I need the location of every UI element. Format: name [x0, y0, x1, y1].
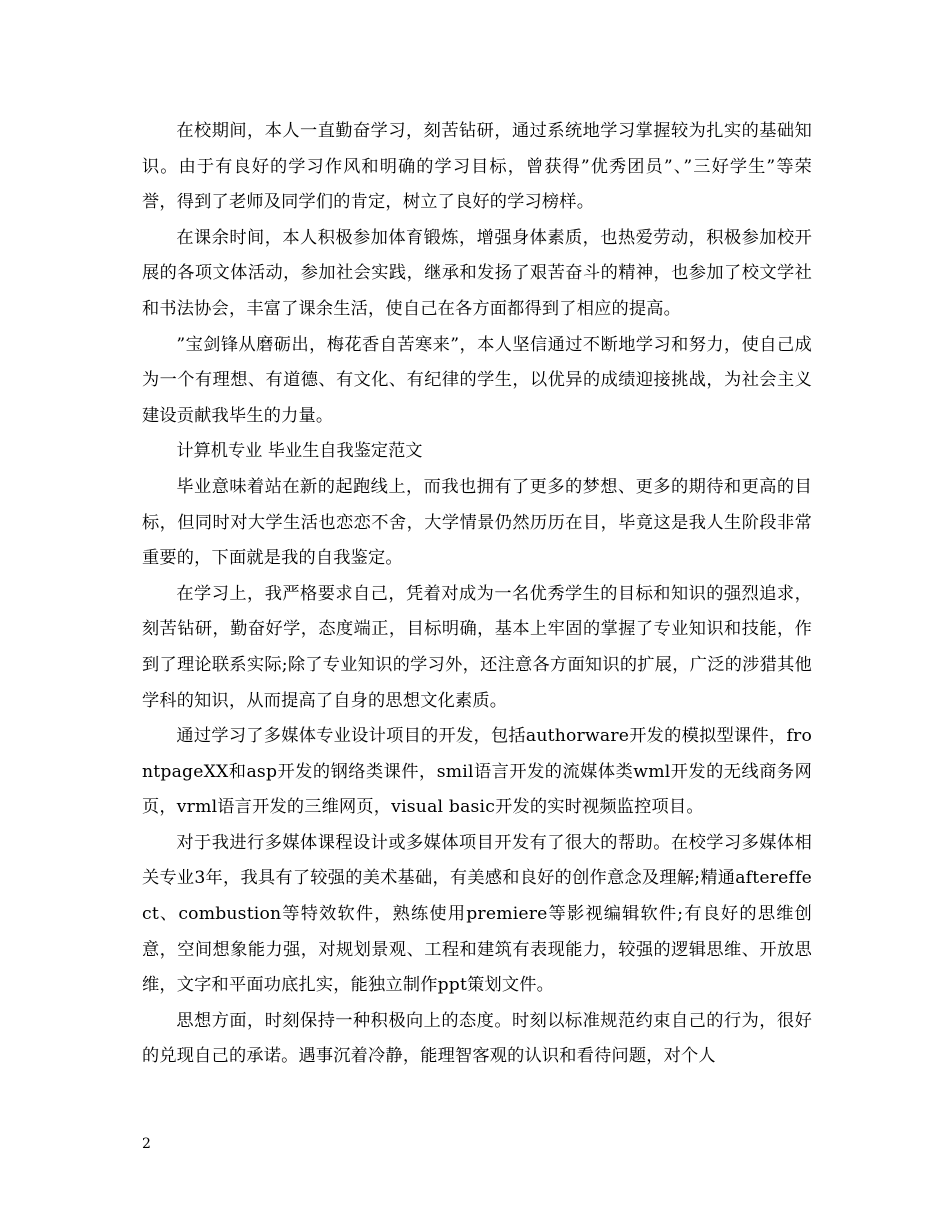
document-body	[142, 114, 812, 1075]
paragraph: ”宝剑锋从磨砺出，梅花香自苦寒来”，本人坚信通过不断地学习和努力，使自己成为一个有理想、有道德、有文化、有纪律的学生，以优异的成绩迎接挑战，为社会主义建设贡献我毕生的力量。	[142, 334, 812, 426]
paragraph: 在课余时间，本人积极参加体育锻炼，增强身体素质，也热爱劳动，积极参加校开展的各项文体活动，参加社会实践，继承和发扬了艰苦奋斗的精神，也参加了校文学社和书法协会，丰富了课余生活，使自己在各方面都得到了相应的提高。	[142, 227, 812, 319]
page-number: 2	[142, 1136, 151, 1152]
paragraph: 对于我进行多媒体课程设计或多媒体项目开发有了很大的帮助。在校学习多媒体相关专业3年，我具有了较强的美术基础，有美感和良好的创作意念及理解;精通aftereffect、combustion等特效软件，熟练使用premiere等影视编辑软件;有良好的思维创意，空间想象能力强，对规划景观、工程和建筑有表现能力，较强的逻辑思维、开放思维，文字和平面功底扎实，能独立制作ppt策划文件。	[142, 832, 812, 996]
paragraph: 在学习上，我严格要求自己，凭着对成为一名优秀学生的目标和知识的强烈追求，刻苦钻研，勤奋好学，态度端正，目标明确，基本上牢固的掌握了专业知识和技能，作到了理论联系实际;除了专业知识的学习外，还注意各方面知识的扩展，广泛的涉猎其他学科的知识，从而提高了自身的思想文化素质。	[142, 583, 812, 711]
paragraph: 思想方面，时刻保持一种积极向上的态度。时刻以标准规范约束自己的行为，很好的兑现自己的承诺。遇事沉着冷静，能理智客观的认识和看待问题，对个人	[142, 1010, 812, 1067]
paragraph: 在校期间，本人一直勤奋学习，刻苦钻研，通过系统地学习掌握较为扎实的基础知识。由于有良好的学习作风和明确的学习目标，曾获得”优秀团员”、”三好学生”等荣誉，得到了老师及同学们的肯定，树立了良好的学习榜样。	[142, 121, 812, 213]
section-heading: 计算机专业 毕业生自我鉴定范文	[176, 441, 423, 462]
paragraph: 通过学习了多媒体专业设计项目的开发，包括authorware开发的模拟型课件，frontpageXX和asp开发的钢络类课件，smil语言开发的流媒体类wml开发的无线商务网页，vrml语言开发的三维网页，visual basic开发的实时视频监控项目。	[142, 726, 812, 818]
paragraph: 毕业意味着站在新的起跑线上，而我也拥有了更多的梦想、更多的期待和更高的目标，但同时对大学生活也恋恋不舍，大学情景仍然历历在目，毕竟这是我人生阶段非常重要的，下面就是我的自我鉴定。	[142, 476, 812, 569]
